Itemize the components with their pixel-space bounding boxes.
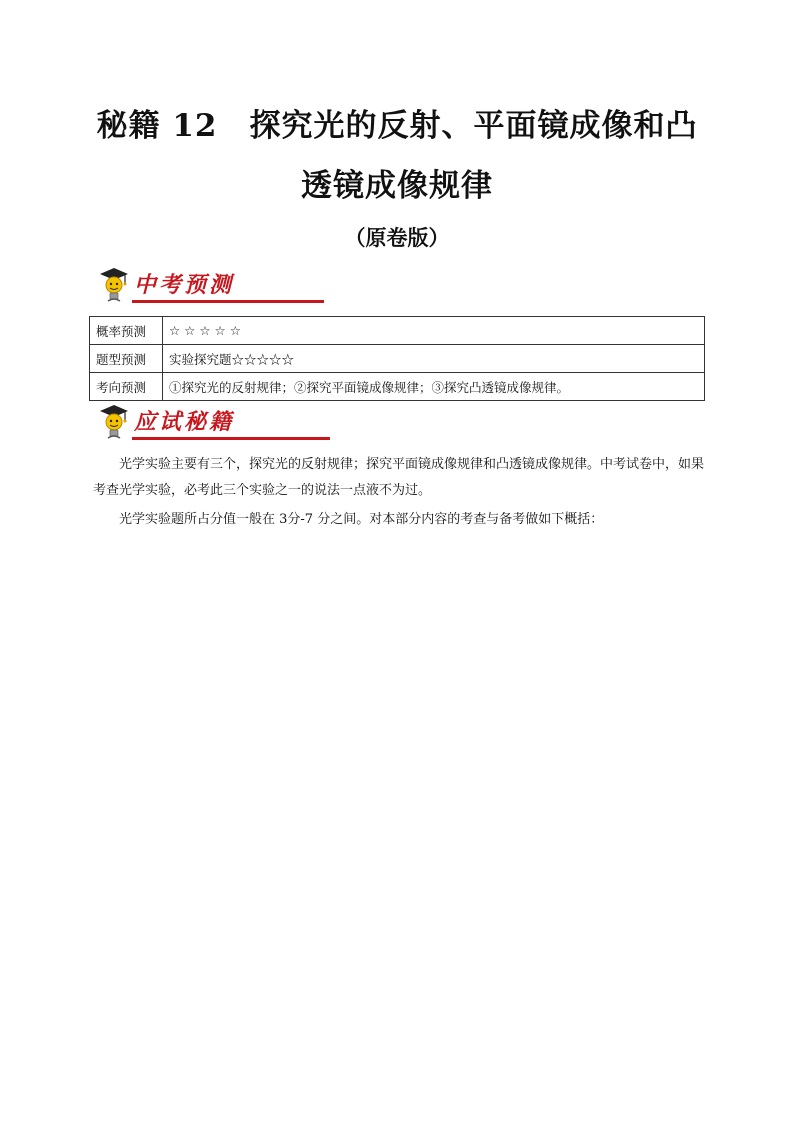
section-label-tips: 应试秘籍	[134, 409, 235, 435]
table-row	[90, 317, 705, 345]
table-row	[90, 345, 705, 373]
table-cell-value: ☆ ☆ ☆ ☆ ☆	[163, 317, 705, 345]
section-header-forecast	[94, 266, 244, 306]
section-label-forecast: 中考预测	[134, 272, 235, 298]
table-cell-value: ①探究光的反射规律；②探究平面镜成像规律；③探究凸透镜成像规律。	[163, 373, 705, 401]
document-subtitle: （原卷版）	[344, 225, 450, 250]
graduate-bulb-mascot-icon	[94, 266, 134, 306]
table-row	[90, 373, 705, 401]
document-title-line-2: 透镜成像规律	[301, 168, 493, 204]
table-cell-label: 题型预测	[90, 345, 163, 373]
table-cell-label: 概率预测	[90, 317, 163, 345]
section-underline	[132, 300, 324, 303]
document-title-line-1: 秘籍 12 探究光的反射、平面镜成像和凸	[96, 108, 698, 144]
graduate-bulb-mascot-icon	[94, 403, 134, 443]
section-underline	[132, 437, 330, 440]
forecast-table	[89, 316, 705, 401]
body-paragraph-1: 光学实验主要有三个，探究光的反射规律；探究平面镜成像规律和凸透镜成像规律。中考试卷中，如果考查光学实验，必考此三个实验之一的说法一点液不为过。	[93, 457, 705, 498]
table-cell-label: 考向预测	[90, 373, 163, 401]
table-cell-value: 实验探究题☆☆☆☆☆	[163, 345, 705, 373]
body-paragraph-2: 光学实验题所占分值一般在 3分-7 分之间。对本部分内容的考查与备考做如下概括：	[119, 512, 604, 527]
section-header-tips	[94, 403, 244, 443]
